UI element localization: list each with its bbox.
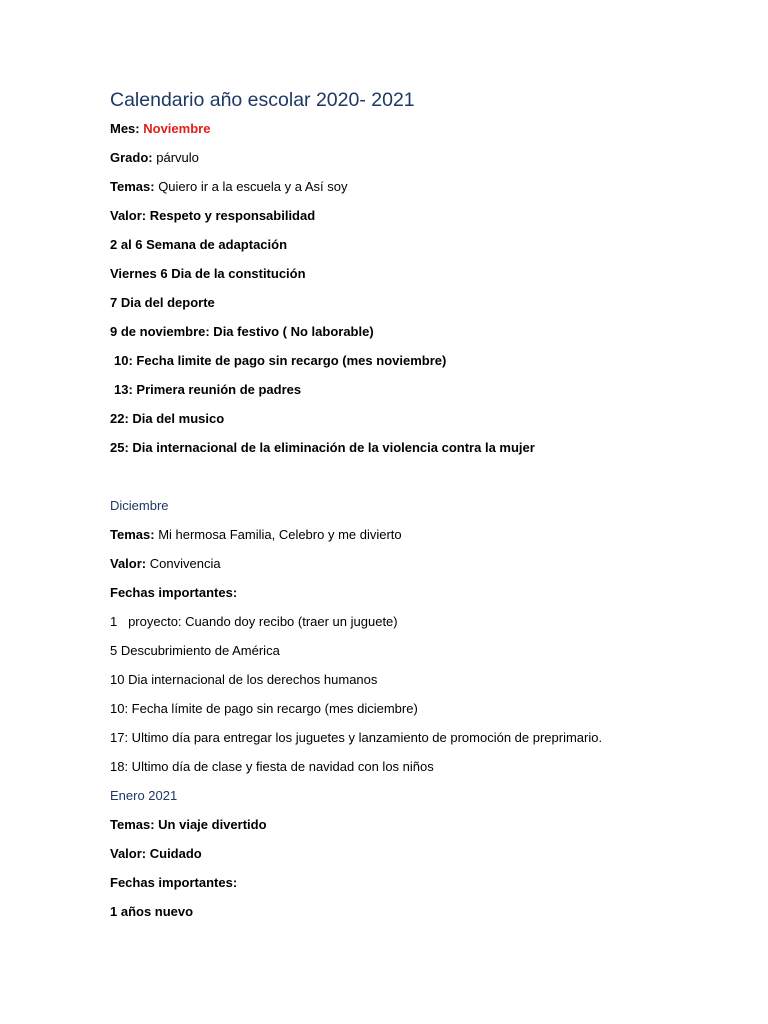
- document-page: [110, 86, 730, 926]
- diciembre-item: 18: Ultimo día de clase y fiesta de navidad con los niños: [110, 759, 434, 774]
- diciembre-heading: Diciembre: [110, 498, 169, 513]
- diciembre-item: 17: Ultimo día para entregar los juguetes y lanzamiento de promoción de preprimario.: [110, 730, 603, 745]
- grado-label: Grado:: [110, 150, 153, 165]
- fechas-importantes-label: Fechas importantes:: [110, 875, 238, 890]
- temas-enero-line: Temas: Un viaje divertido: [110, 817, 267, 832]
- valor-noviembre-line: Valor: Respeto y responsabilidad: [110, 208, 316, 223]
- noviembre-item: 10: Fecha limite de pago sin recargo (mes noviembre): [114, 353, 447, 368]
- grado-value: párvulo: [156, 150, 199, 165]
- fechas-importantes-label: Fechas importantes:: [110, 585, 238, 600]
- temas-value: Mi hermosa Familia, Celebro y me divierto: [158, 527, 402, 542]
- diciembre-item: 10: Fecha límite de pago sin recargo (mes diciembre): [110, 701, 418, 716]
- noviembre-item: 22: Dia del musico: [110, 411, 225, 426]
- temas-label: Temas:: [110, 527, 155, 542]
- mes-value: Noviembre: [143, 121, 211, 136]
- enero-heading: Enero 2021: [110, 788, 178, 803]
- noviembre-item: 7 Dia del deporte: [110, 295, 215, 310]
- spacer: [110, 462, 730, 491]
- enero-item: 1 años nuevo: [110, 904, 194, 919]
- temas-diciembre-line: [110, 520, 730, 549]
- noviembre-item: 9 de noviembre: Dia festivo ( No laborable): [110, 324, 374, 339]
- mes-line: [110, 114, 730, 143]
- noviembre-item: 13: Primera reunión de padres: [114, 382, 302, 397]
- noviembre-item: 2 al 6 Semana de adaptación: [110, 237, 288, 252]
- valor-diciembre-line: [110, 549, 730, 578]
- valor-value: Convivencia: [149, 556, 221, 571]
- grado-line: [110, 143, 730, 172]
- temas-label: Temas:: [110, 179, 155, 194]
- diciembre-item: 10 Dia internacional de los derechos humanos: [110, 672, 378, 687]
- valor-enero-line: Valor: Cuidado: [110, 846, 202, 861]
- temas-noviembre-line: [110, 172, 730, 201]
- diciembre-item: 5 Descubrimiento de América: [110, 643, 280, 658]
- valor-label: Valor:: [110, 556, 147, 571]
- noviembre-item: 25: Dia internacional de la eliminación de la violencia contra la mujer: [110, 440, 535, 455]
- diciembre-item: 1 proyecto: Cuando doy recibo (traer un juguete): [110, 614, 398, 629]
- noviembre-item: Viernes 6 Dia de la constitución: [110, 266, 306, 281]
- temas-value: Quiero ir a la escuela y a Así soy: [158, 179, 348, 194]
- document-title: Calendario año escolar 2020- 2021: [110, 89, 415, 111]
- mes-label: Mes:: [110, 121, 140, 136]
